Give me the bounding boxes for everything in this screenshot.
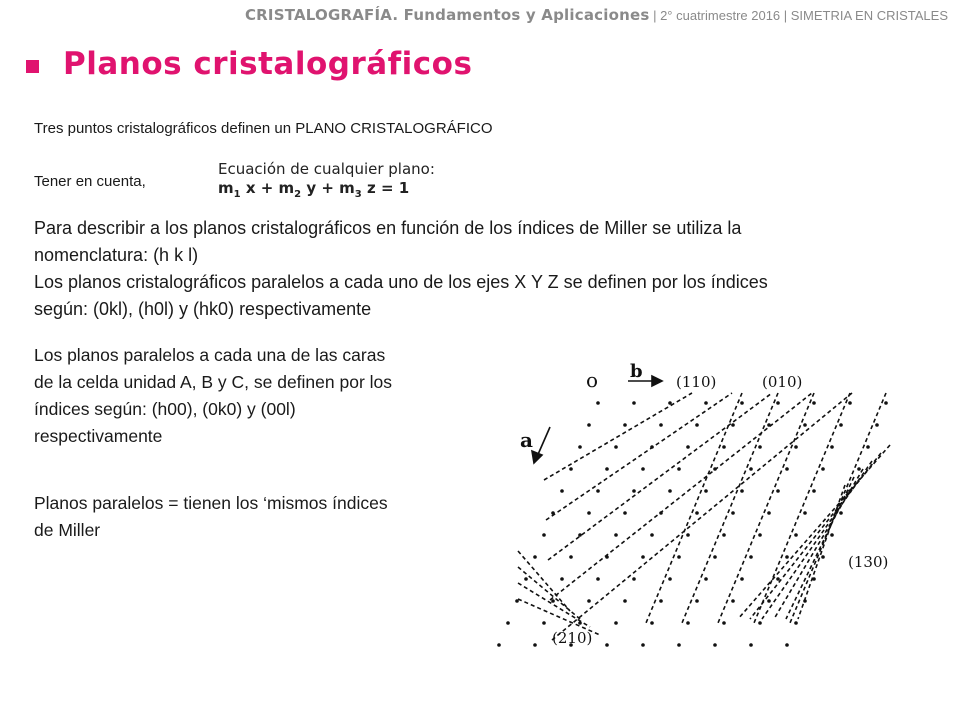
lattice-point <box>677 643 681 647</box>
lattice-point <box>677 467 681 471</box>
lattice-point <box>740 489 744 493</box>
lattice-point <box>803 511 807 515</box>
lattice-point <box>650 621 654 625</box>
intro-line: Tres puntos cristalográficos definen un PLANO CRISTALOGRÁFICO <box>34 120 493 137</box>
lattice-point <box>506 621 510 625</box>
plane-210-line <box>518 583 590 627</box>
lattice-point <box>713 555 717 559</box>
lattice-point <box>776 401 780 405</box>
lattice-point <box>830 445 834 449</box>
lattice-point <box>884 401 888 405</box>
lattice-point <box>758 533 762 537</box>
lattice-point <box>668 577 672 581</box>
lattice-point <box>794 533 798 537</box>
lattice-point <box>524 577 528 581</box>
course-title: CRISTALOGRAFÍA. Fundamentos y Aplicaciones <box>244 6 650 24</box>
lattice-point <box>542 533 546 537</box>
lattice-point <box>785 643 789 647</box>
lattice-point <box>722 445 726 449</box>
lattice-point <box>776 489 780 493</box>
plane-traces <box>518 393 890 640</box>
lattice-point <box>623 423 627 427</box>
lattice-point <box>776 577 780 581</box>
lattice-point <box>767 599 771 603</box>
lattice-point <box>731 423 735 427</box>
lattice-point <box>749 643 753 647</box>
lattice-point <box>785 555 789 559</box>
lattice-point <box>839 423 843 427</box>
a-axis-label: a <box>520 428 533 452</box>
plane-130-line <box>786 477 854 619</box>
lattice-point <box>659 599 663 603</box>
equation-title: Ecuación de cualquier plano: <box>218 160 435 178</box>
lattice-point <box>767 511 771 515</box>
lattice-point <box>704 489 708 493</box>
lattice-point <box>614 533 618 537</box>
page-title: Planos cristalográficos <box>63 46 473 82</box>
lattice-point <box>821 555 825 559</box>
plane-010-line <box>646 393 742 623</box>
lattice-point <box>875 423 879 427</box>
lattice-point <box>686 533 690 537</box>
lattice-point <box>839 511 843 515</box>
square-bullet-icon <box>26 60 39 73</box>
lattice-point <box>650 533 654 537</box>
course-info: | 2° cuatrimestre 2016 | SIMETRIA EN CRISTALES <box>649 8 948 23</box>
lattice-point <box>686 445 690 449</box>
slide-header <box>245 6 948 24</box>
lattice-point <box>749 555 753 559</box>
parallel-planes-note: Planos paralelos = tienen los ‘mismos índices de Miller <box>34 493 388 540</box>
lattice-point <box>641 555 645 559</box>
lattice-point <box>596 401 600 405</box>
lattice-point <box>632 577 636 581</box>
lattice-point <box>578 445 582 449</box>
a-axis-arrow-icon <box>532 427 550 463</box>
equation-formula: $m_1$ $x + m_2$ $y + m_3$ z = 1 <box>218 179 410 200</box>
lattice-point <box>821 467 825 471</box>
lattice-point <box>794 621 798 625</box>
lattice-point <box>830 533 834 537</box>
lattice-point <box>758 621 762 625</box>
lattice-point <box>686 621 690 625</box>
lattice-point <box>533 555 537 559</box>
lattice-point <box>812 401 816 405</box>
plane-010-line <box>790 393 889 623</box>
lattice-point <box>758 445 762 449</box>
b-axis-label: b <box>630 361 643 382</box>
lattice-point <box>713 643 717 647</box>
lattice-point <box>605 467 609 471</box>
origin-label: o <box>586 368 599 392</box>
lattice-point <box>614 621 618 625</box>
lattice-point <box>677 555 681 559</box>
lattice-point <box>695 511 699 515</box>
plane-130-line <box>798 485 845 619</box>
lattice-point <box>551 599 555 603</box>
lattice-point <box>587 511 591 515</box>
lattice-point <box>785 467 789 471</box>
lattice-point <box>497 643 501 647</box>
lattice-point <box>740 577 744 581</box>
lattice-point <box>533 643 537 647</box>
lattice-point <box>623 599 627 603</box>
title-row <box>26 46 472 82</box>
lattice-point <box>695 599 699 603</box>
plane-130-line <box>762 461 872 619</box>
lattice-point <box>587 423 591 427</box>
lattice-point <box>632 401 636 405</box>
lattice-point <box>794 445 798 449</box>
lattice-point <box>695 423 699 427</box>
plane-label-130: (130) <box>848 553 889 571</box>
lattice-point <box>569 467 573 471</box>
lattice-point <box>731 511 735 515</box>
lattice-point <box>542 621 546 625</box>
plane-label-210: (210) <box>552 629 593 647</box>
lattice-point <box>866 445 870 449</box>
lattice-point <box>812 489 816 493</box>
lattice-point <box>722 533 726 537</box>
lattice-point <box>857 467 861 471</box>
lattice-point <box>722 621 726 625</box>
lattice-point <box>596 489 600 493</box>
lattice-point <box>731 599 735 603</box>
lattice-point <box>587 599 591 603</box>
lattice-point <box>803 423 807 427</box>
lattice-point <box>560 577 564 581</box>
plane-210-line <box>518 567 580 619</box>
plane-label-110: (110) <box>676 373 717 391</box>
lattice-point <box>704 401 708 405</box>
lattice-point <box>848 401 852 405</box>
lattice-point <box>641 467 645 471</box>
lattice-point <box>668 401 672 405</box>
faces-paragraph: Los planos paralelos a cada una de las caras de la celda unidad A, B y C, se definen por los índices según: (h00), (0k0) y (00l) respectivamente <box>34 345 393 446</box>
lattice-point <box>641 643 645 647</box>
lattice-point <box>749 467 753 471</box>
plane-110-line <box>546 393 732 520</box>
plane-110-line <box>552 393 852 640</box>
lattice-point <box>596 577 600 581</box>
lattice-point <box>569 555 573 559</box>
lattice-point <box>659 423 663 427</box>
lattice-point <box>605 643 609 647</box>
plane-label-010: (010) <box>762 373 803 391</box>
plane-130-line <box>750 453 881 619</box>
lattice-point <box>614 445 618 449</box>
lattice-planes-figure <box>480 355 920 665</box>
tener-label: Tener en cuenta, <box>34 173 146 190</box>
plane-equation <box>218 160 435 204</box>
plane-110-line <box>544 393 692 480</box>
lattice-point <box>632 489 636 493</box>
lattice-point <box>623 511 627 515</box>
lattice-point <box>668 489 672 493</box>
lattice-point <box>560 489 564 493</box>
plane-010-line <box>754 393 850 623</box>
lattice-point <box>704 577 708 581</box>
lattice-point <box>740 401 744 405</box>
plane-010-line <box>718 393 814 623</box>
miller-paragraph: Para describir a los planos cristalográficos en función de los índices de Miller se utiliza la nomenclatura: (h k l) Los planos cristalográficos paralelos a cada uno de los ejes X Y Z se definen por los índices según: (0kl), (h0l) y (hk0) respectivamente <box>34 218 768 319</box>
